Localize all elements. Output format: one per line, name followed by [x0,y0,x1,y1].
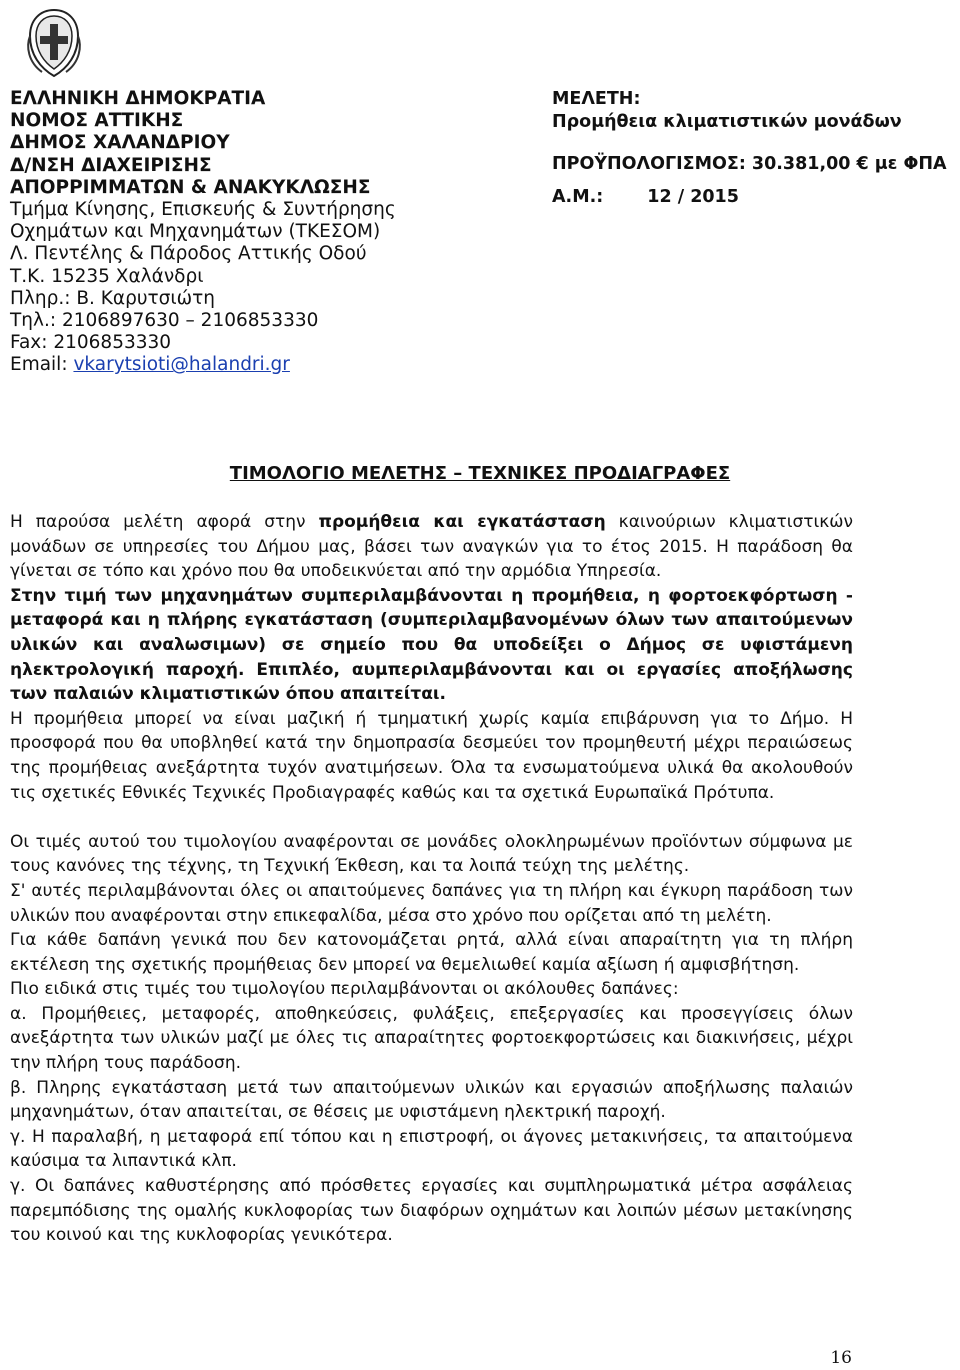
paragraph: Η προμήθεια μπορεί να είναι μαζική ή τμηματική χωρίς καμία επιβάρυνση για το Δήμο. Η προσφορά που θα υποβληθεί κατά την δημοπρασία δεσμεύει τον προμηθευτή μέχρι περαιώσεως της προμήθειας ανεξάρτητα τυχόν ανατιμήσεων. Όλα τα ενσωματούμενα υλικά θα ακολουθούν τις σχετικές Εθνικές Τεχνικές Προδιαγραφές καθώς και τα σχετικά Ευρωπαϊκά Πρότυπα. [10,708,853,803]
study-label: ΜΕΛΕΤΗ: [552,89,641,109]
document-title: ΤΙΜΟΛΟΓΙΟ ΜΕΛΕΤΗΣ – ΤΕΧΝΙΚΕΣ ΠΡΟΔΙΑΓΡΑΦΕΣ [229,463,731,484]
header-line: Τηλ.: 2106897630 – 2106853330 [10,310,319,332]
am-line [552,186,952,209]
page-number: 16 [830,1348,852,1368]
email-label: Email: [10,354,74,376]
paragraph: Για κάθε δαπάνη γενικά που δεν κατονομάζεται ρητά, αλλά είναι απαραίτητη για τη πλήρη εκτέλεση της σχετικής προμήθειας δεν μπορεί να θεμελιωθεί καμία αξίωση ή αμφισβήτηση. [10,930,853,975]
header-line: Τ.Κ. 15235 Χαλάνδρι [10,265,204,287]
header-line: Οχημάτων και Μηχανημάτων (ΤΚΕΣΟΜ) [10,221,381,243]
paragraph: Σ' αυτές περιλαμβάνονται όλες οι απαιτούμενες δαπάνες για τη πλήρη και έγκυρη παράδοση των υλικών που αναφέρονται στην επικεφαλίδα, μέσα στο χρόνο που ορίζεται από τη μελέτη. [10,880,853,926]
header-line: ΝΟΜΟΣ ΑΤΤΙΚΗΣ [10,110,184,132]
list-item: α. Προμήθειες, μεταφορές, αποθηκεύσεις, φυλάξεις, επεξεργασίες και προσεγγίσεις όλων ανεξάρτητα των υλικών μαζί με όλες τις απαραίτητες φορτοεκφορτώσεις και διακινήσεις, μέχρι την πλήρη τους παράδοση. [10,1003,853,1074]
paragraph: Πιο ειδικά στις τιμές του τιμολογίου περιλαμβάνονται οι ακόλουθες δαπάνες: [10,979,679,1000]
header-line: Δ/ΝΣΗ ΔΙΑΧΕΙΡΙΣΗΣ [10,154,212,176]
email-link[interactable]: vkarytsioti@halandri.gr [73,354,290,376]
paragraph: Στην τιμή των μηχανημάτων συμπεριλαμβάνονται η προμήθεια, η φορτοεκφόρτωση - μεταφορά και η πλήρης εγκατάσταση (συμπεριλαμβανομένων όλων των απαιτούμενων υλικών και αναλωσιμων) σε σημείο που θα υποδείξει ο Δήμος σε υφιστάμενη ηλεκτρολογική παροχή. Επιπλέο, αυμπεριλαμβάνονται και οι εργασίες αποξήλωσης των παλαιών κλιματιστικών όπου απαιτείται. [10,585,853,705]
list-item: β. Πληρης εγκατάσταση μετά των απαιτούμενων υλικών και εργασιών αποξήλωσης παλαιών μηχανημάτων, όταν απαιτείται, σε θέσεις με υφιστάμενη ηλεκτρική παροχή. [10,1077,853,1123]
header-line: Fax: 2106853330 [10,332,172,354]
list-item: γ. Η παραλαβή, η μεταφορά επί τόπου και η επιστροφή, οι άγονες μετακινήσεις, τα απαιτούμενα καύσιμα τα λιπαντικά κλπ. [10,1126,853,1172]
emphasis: προμήθεια και εγκατάσταση [318,512,606,532]
study-title: Προμήθεια κλιματιστικών μονάδων [552,111,902,132]
budget-line: ΠΡΟΫΠΟΛΟΓΙΣΜΟΣ: 30.381,00 € με ΦΠΑ [552,154,947,174]
paragraph: Οι τιμές αυτού του τιμολογίου αναφέρονται σε μονάδες ολοκληρωμένων προϊόντων σύμφωνα με τους κανόνες της τέχνης, τη Τεχνική Έκθεση, και τα λοιπά τεύχη της μελέτης. [10,831,853,877]
document-body [10,510,853,1248]
header-line: Λ. Πεντέλης & Πάροδος Αττικής Οδού [10,243,367,265]
header-line: Πληρ.: Β. Καρυτσιώτη [10,287,216,309]
am-value: 12 / 2015 [647,186,739,207]
header-line: ΔΗΜΟΣ ΧΑΛΑΝΔΡΙΟΥ [10,132,230,154]
header-line: ΕΛΛΗΝΙΚΗ ΔΗΜΟΚΡΑΤΙΑ [10,88,266,109]
header-line: Τμήμα Κίνησης, Επισκευής & Συντήρησης [10,199,396,221]
header-line: ΑΠΟΡΡΙΜΜΑΤΩΝ & ΑΝΑΚΥΚΛΩΣΗΣ [10,176,371,198]
am-label: Α.Μ.: [552,186,604,207]
sender-header [10,88,490,377]
email-line [10,354,490,376]
study-info [552,88,952,208]
paragraph: Η παρούσα μελέτη αφορά στην προμήθεια και εγκατάσταση καινούριων κλιματιστικών μονάδων σε υπηρεσίες του Δήμου μας, βάσει των αναγκών για το έτος 2015. Η παράδοση θα γίνεται σε τόπο και χρόνο που θα υποδεικνύεται από την αρμόδια Υπηρεσία. [10,512,853,582]
list-item: γ. Οι δαπάνες καθυστέρησης από πρόσθετες εργασίες και συμπληρωματικά μέτρα ασφάλειας παρεμπόδισης της ομαλής κυκλοφορίας των διαφόρων οχημάτων και λοιπών μέσων μετακίνησης του κοινού και της κυκλοφορίας γενικότερα. [10,1176,853,1246]
greek-emblem-icon [22,6,86,80]
